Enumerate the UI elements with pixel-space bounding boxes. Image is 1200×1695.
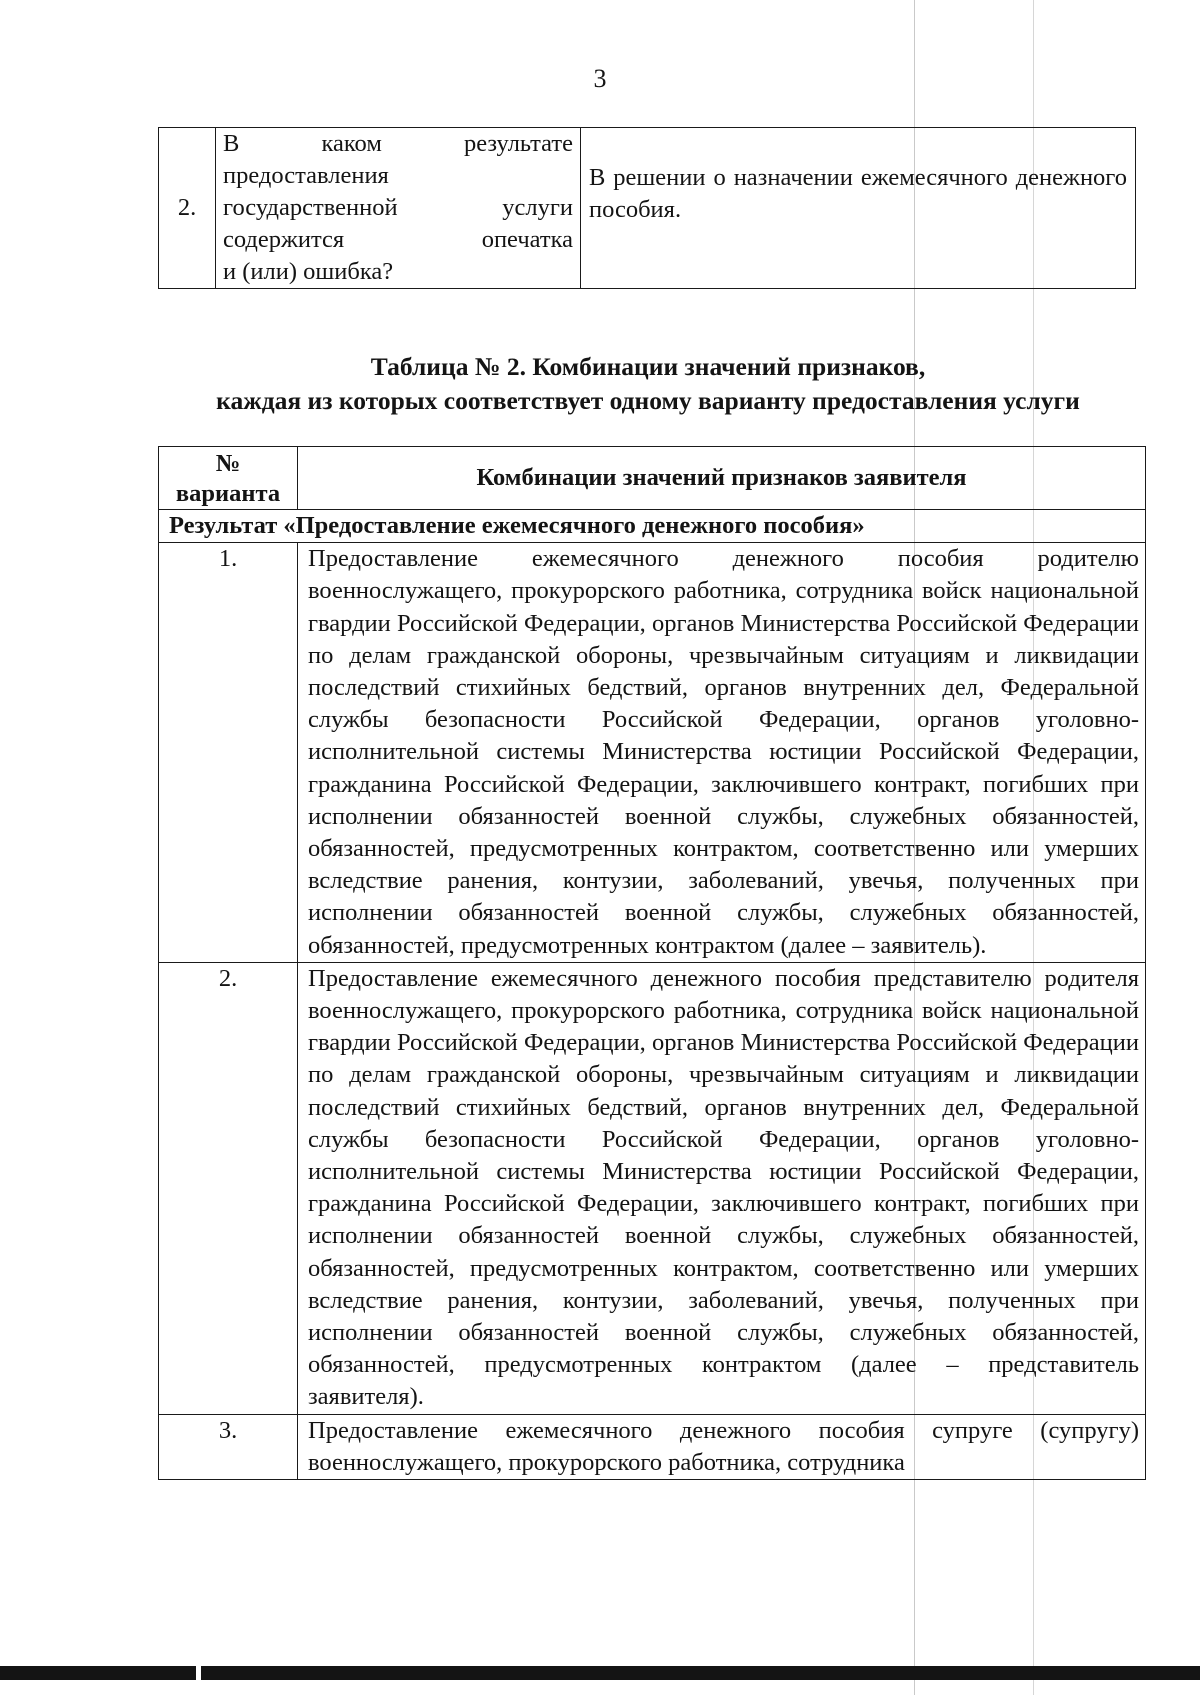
- table-title: Таблица № 2. Комбинации значений признаков,: [370, 352, 926, 381]
- variant-text: Предоставление ежемесячного денежного пособия супруге (супругу) военнослужащего, прокурорского работника, сотрудника: [298, 1414, 1146, 1479]
- variant-text: Предоставление ежемесячного денежного пособия представителю родителя военнослужащего, прокурорского работника, сотрудника войск национальной гвардии Российской Федерации, органов Министерства Российской Федерации по делам гражданской обороны, чрезвычайным ситуациям и ликвидации последствий стихийных бедствий, органов внутренних дел, Федеральной службы безопасности Российской Федерации, органов уголовно-исполнительной системы Министерства юстиции Российской Федерации, гражданина Российской Федерации, заключившего контракт, погибших при исполнении обязанностей военной службы, служебных обязанностей, обязанностей, предусмотренных контрактом, соответственно или умерших вследствие ранения, контузии, заболеваний, увечья, полученных при исполнении обязанностей военной службы, служебных обязанностей, обязанностей, предусмотренных контрактом (далее – представитель заявителя).: [298, 962, 1146, 1414]
- row-number: 2.: [159, 128, 216, 289]
- table-row: [159, 1414, 1146, 1479]
- variant-number: 1.: [159, 543, 298, 963]
- section-result-label: Результат «Предоставление ежемесячного денежного пособия»: [159, 510, 1146, 543]
- table-row: [159, 543, 1146, 963]
- scan-bottom-edge: [0, 1666, 1200, 1680]
- question-line: предоставления: [223, 162, 389, 189]
- section-row: [159, 510, 1146, 543]
- table-row: [159, 128, 1136, 289]
- question-line: государственной услуги: [223, 194, 573, 221]
- variants-table: [158, 446, 1146, 1480]
- question-cell: [216, 128, 581, 289]
- table-row: [159, 962, 1146, 1414]
- question-line: и (или) ошибка?: [223, 258, 394, 285]
- header-number-sign: №: [215, 450, 241, 477]
- question-line: В каком результате: [223, 130, 573, 157]
- page-number: 3: [593, 64, 607, 93]
- question-line: содержится опечатка: [223, 226, 573, 253]
- table-subtitle: каждая из которых соответствует одному варианту предоставления услуги: [216, 386, 1080, 415]
- table-header-row: [159, 447, 1146, 510]
- variant-text: Предоставление ежемесячного денежного пособия родителю военнослужащего, прокурорского работника, сотрудника войск национальной гвардии Российской Федерации, органов Министерства Российской Федерации по делам гражданской обороны, чрезвычайным ситуациям и ликвидации последствий стихийных бедствий, органов внутренних дел, Федеральной службы безопасности Российской Федерации, органов уголовно-исполнительной системы Министерства юстиции Российской Федерации, гражданина Российской Федерации, заключившего контракт, погибших при исполнении обязанностей военной службы, служебных обязанностей, обязанностей, предусмотренных контрактом, соответственно или умерших вследствие ранения, контузии, заболеваний, увечья, полученных при исполнении обязанностей военной службы, служебных обязанностей, обязанностей, предусмотренных контрактом (далее – заявитель).: [298, 543, 1146, 963]
- answer-text: В решении о назначении ежемесячного денежного пособия.: [589, 164, 1127, 223]
- header-combinations: Комбинации значений признаков заявителя: [298, 447, 1146, 510]
- table-continuation: [158, 127, 1136, 289]
- header-variant-label: варианта: [175, 480, 281, 507]
- variant-number: 3.: [159, 1414, 298, 1479]
- header-variant-number: [159, 447, 298, 510]
- variant-number: 2.: [159, 962, 298, 1414]
- scan-bottom-gap: [196, 1666, 201, 1680]
- answer-cell: [581, 128, 1136, 289]
